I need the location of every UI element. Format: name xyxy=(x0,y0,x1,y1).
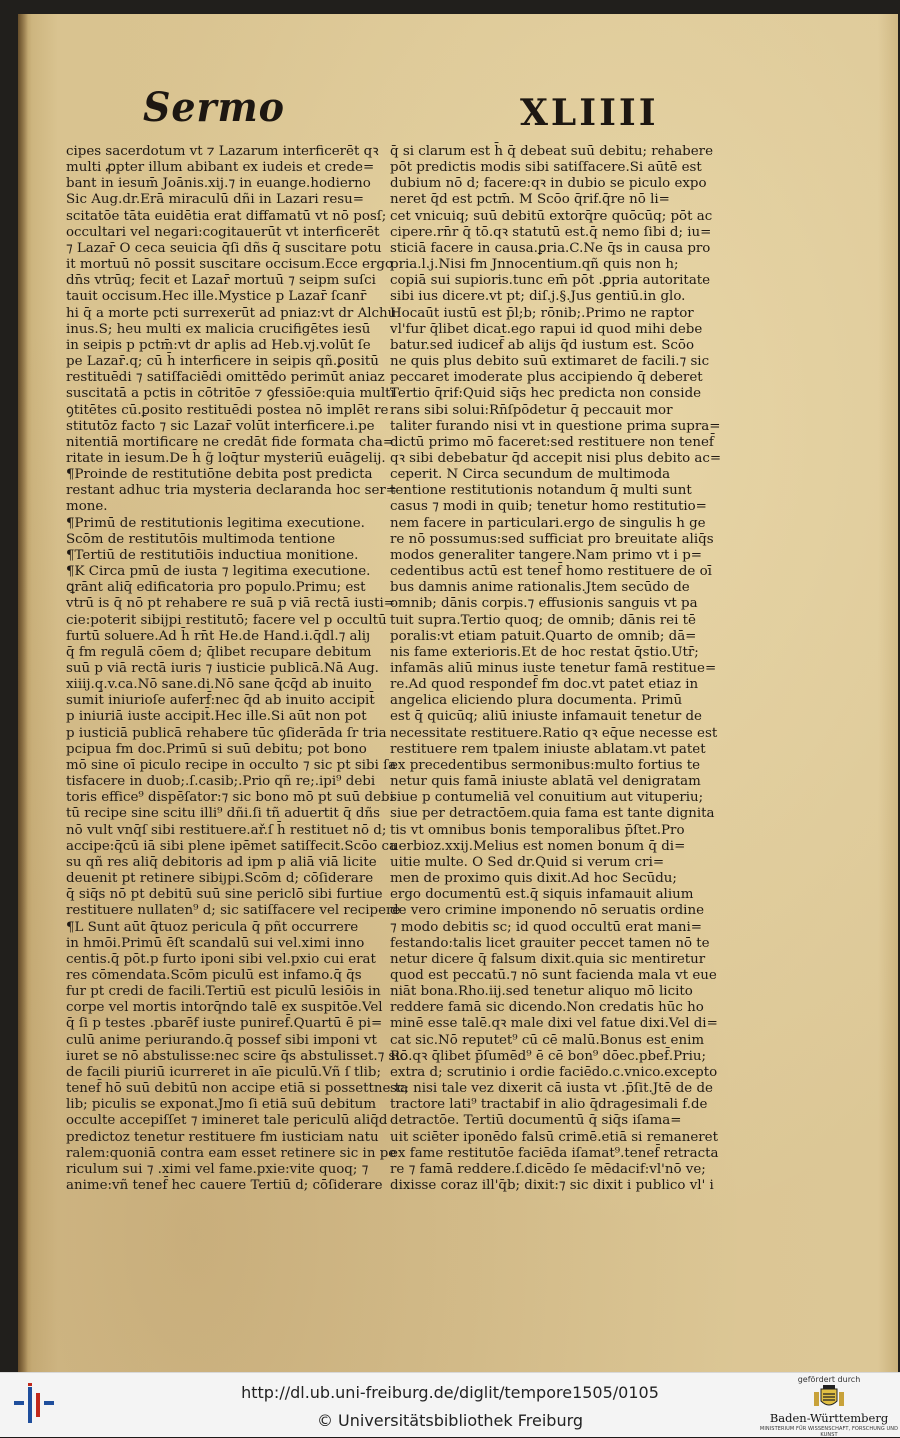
text-line: angelica eliciendo plura documenta. Primū xyxy=(390,693,683,709)
text-line: ¶Proinde de restitutiōne debita post predicta xyxy=(66,467,373,483)
text-line: ⁊ modo debitis sc; id quod occultū erat mani= xyxy=(390,919,703,935)
text-line: res cōmendata.Scōm piculū est infamo.q̄ q̄s xyxy=(66,967,362,983)
text-line: quod est peccatū.⁊ nō sunt facienda mala vt eue xyxy=(390,967,717,983)
text-line: tū recipe sine scitu illi⁹ dñi.ſi tñ aduertit q̄ dñs xyxy=(66,806,380,822)
text-line: peccaret imoderate plus accipiendo q̄ deberet xyxy=(390,370,703,386)
text-line: Sic Aug.dr.Erā miraculū dñi in Lazari resu= xyxy=(66,192,364,208)
text-line: cet vnicuiq; suū debitū extorq̄re quōcūq; pōt ac xyxy=(390,208,713,224)
text-line: riculum sui ⁊ .ximi vel fame.pxie:vite quoq; ⁊ xyxy=(66,1161,369,1177)
text-line: batur.sed iudicef̄ ab alijs q̄d iustum est. Scōo xyxy=(390,337,695,353)
text-line: ne quis plus debito suū extimaret de facili.⁊ sic xyxy=(390,354,710,370)
text-line: tuit supra.Tertio quoq; de omnib; dānis rei tē xyxy=(390,612,696,628)
text-line: ¶Primū de restitutionis legitima executione. xyxy=(66,515,365,531)
text-line: pria.l.j.Nisi fm Jnnocentium.qñ quis non h; xyxy=(390,257,679,273)
text-line: netur quis famā iniuste ablatā vel denigratam xyxy=(390,774,701,790)
sponsor-caption: gefördert durch xyxy=(797,1375,861,1384)
text-line: sibi ius dicere.vt pt; diſ.j.§.Jus gentiū.in glo. xyxy=(390,289,686,305)
manuscript-page xyxy=(18,14,898,1372)
folio-number: XLIIII xyxy=(520,92,659,134)
text-line: extra d; scrutinio i ordie faciēdo.c.vnico.excepto xyxy=(390,1064,718,1080)
page-gutter-shadow xyxy=(18,14,28,1372)
text-line: stitutōz facto ⁊ sic Lazar̄ volūt interficere.i.pe xyxy=(66,418,375,434)
text-line: toris effice⁹ dispēſator:⁊ sic bono mō pt suū debi xyxy=(66,790,394,806)
text-line: poralis:vt etiam patuit.Quarto de omnib; dā= xyxy=(390,628,697,644)
text-line: ex precedentibus sermonibus:multo fortius te xyxy=(390,757,701,773)
text-line: festando:talis licet grauiter peccet tamen nō te xyxy=(390,935,710,951)
text-line: tentione restitutionis notandum q̄ multi sunt xyxy=(390,483,692,499)
coat-of-arms-icon xyxy=(811,1385,847,1411)
text-line: siue per detractōem.quia fama est tante dignita xyxy=(390,806,715,822)
text-line: tenef̄ hō suū debitū non accipe etiā si possettne ta xyxy=(66,1081,409,1097)
text-line: pe Lazar̄.q; cū h̄ interficere in seipis qñ.ꝑositū xyxy=(66,354,379,370)
text-line: niāt bona.Rho.iij.sed tenetur aliquo mō licito xyxy=(390,984,693,1000)
text-column-left xyxy=(66,144,409,1193)
text-line: occulte accepiſſet ⁊ imineret tale periculū aliq̄d xyxy=(66,1113,388,1129)
text-line: q̄ ſi p testes .pbarēf iuste puniref̄.Quartū ē pi= xyxy=(66,1016,383,1032)
text-line: mone. xyxy=(66,499,108,515)
text-line: scitatōe tāta euidētia erat diffamatū vt nō posſ; xyxy=(66,208,387,224)
text-line: inus.S; heu multi ex malicia crucifigētes iesū xyxy=(66,321,371,337)
text-line: dn̄s vtrūq; fecit et Lazar̄ mortuū ⁊ seipm suſci xyxy=(66,273,376,289)
text-line: ceperit. N Circa secundum de multimoda xyxy=(390,467,671,483)
text-line: q̄ siq̄s nō pt debitū suū sine periclō sibi furtiue xyxy=(66,887,383,903)
text-line: nitentiā mortificare ne credāt fide formata cha= xyxy=(66,434,395,450)
text-line: minē esse talē.qꝛ male dixi vel fatue dixi.Vel di= xyxy=(390,1016,718,1032)
text-line: ergo documentū est.q̄ siquis infamauit alium xyxy=(390,887,694,903)
text-line: nō vult vnq̄ſ sibi restituere.ař.ſ h̄ restituet nō d; xyxy=(66,822,387,838)
text-line: p iusticiā publicā rehabere tūc ꝯſiderāda ſr tria xyxy=(66,725,387,741)
text-line: p iniuriā iuste accipit̄.Hec ille.Si aūt non pot xyxy=(66,709,367,725)
text-line: sumit̄ iniurioſe auferf̄:nec q̄d ab inuito accipit̄ xyxy=(66,693,375,709)
text-line: netur dicere q̄ falsum dixit.quia sic mentiretur xyxy=(390,951,706,967)
text-line: vl'fur q̄libet dicat.ego rapui id quod mihi debe xyxy=(390,321,703,337)
text-line: cipere.rn̄r q̄ tō.qꝛ statutū est.q̄ nemo ſibi d; iu= xyxy=(390,224,712,240)
text-line: bus damnis anime rationalis.Jtem secūdo de xyxy=(390,580,690,596)
text-line: pōt predictis modis sibi satiſfacere.Si aūtē est xyxy=(390,160,702,176)
text-line: Tertio q̄rif:Quid siq̄s hec predicta non conside xyxy=(390,386,702,402)
text-line: men de proximo quis dixit.Ad hoc Secūdu; xyxy=(390,871,677,887)
text-line: furtū soluere.Ad h̄ rn̄t He.de Hand.i.q̄dl.⁊ aliȷ xyxy=(66,628,371,644)
permalink-url[interactable]: http://dl.ub.uni-freiburg.de/diglit/tempore1505/0105 xyxy=(241,1383,659,1402)
text-line: su qñ res aliq̄ debitoris ad ipm p aliā viā licite xyxy=(66,854,377,870)
text-line: restituēdi ⁊ satiſfaciēdi omittēdo perimūt aniaz xyxy=(66,370,385,386)
text-line: qꝛ sibi debebatur q̄d accepit nisi plus debito ac= xyxy=(390,450,722,466)
text-line: reddere famā sic dicendo.Non credatis hūc ho xyxy=(390,1000,704,1016)
sponsor-name: Baden-Württemberg xyxy=(769,1411,889,1425)
text-line: uit sciēter iponēdo falsū crimē.etiā si remaneret xyxy=(390,1129,718,1145)
text-line: sticiā facere in causa.ꝑria.C.Ne q̄s in causa pro xyxy=(390,240,711,256)
text-line: cie:poterit sibijpi restitutō; facere vel p occultū xyxy=(66,612,387,628)
text-line: vtrū is q̄ nō pt rehabere re suā p viā rectā iusti= xyxy=(66,596,395,612)
text-line: culū anime periurando.q̄ possef sibi imponi vt xyxy=(66,1032,377,1048)
text-line: copiā sui supioris.tunc em̄ pōt .ꝑpria autoritate xyxy=(390,273,711,289)
text-line: dixisse coraz ill'q̄b; dixit:⁊ sic dixit i publico vl' i xyxy=(390,1178,714,1193)
text-line: centis.q̄ pōt.p furto iponi sibi vel.pxio cui erat xyxy=(66,951,376,967)
text-line: modos generaliter tangere.Nam primo vt i p= xyxy=(390,547,703,563)
text-line: ꝯtitētes cū.ꝑosito restituēdi postea nō implēt re xyxy=(66,402,389,418)
text-line: corpe vel mortis intorq̄ndo talē ex suspitōe.Vel xyxy=(66,1000,383,1016)
text-line: rans sibi solui:Rn̄ſpōdetur q̄ peccauit mor xyxy=(390,402,673,418)
text-line: necessitate restituere.Ratio qꝛ eq̄ue necesse est xyxy=(390,725,718,741)
text-line: tauit occisum.Hec ille.Mystice p Lazar̄ ſcanr̄ xyxy=(66,289,367,305)
text-line: infamās aliū minus iuste tenetur famā restitue= xyxy=(390,661,717,676)
text-line: re nō possumus:sed sufficiat pro breuitate aliq̄s xyxy=(390,531,714,547)
text-line: ex fame restitutōe faciēda iſamat⁹.tenef̄ retracta xyxy=(390,1145,719,1161)
text-line: nis fame exterioris.Et de hoc restat q̄stio.Utr̄; xyxy=(390,644,699,660)
text-line: de facili piuriū icurreret in aīe piculū.Vñ ſ tlib; xyxy=(66,1064,381,1080)
text-line: xiiij.q.v.ca.Nō sane.di.Nō sane q̄cq̄d ab inuito xyxy=(66,677,372,693)
text-line: cat sic.Nō reputet⁹ cū cē malū.Bonus est enim xyxy=(390,1032,705,1048)
text-line: anime:vñ tenef̄ hec cauere Tertiū d; cōſiderare xyxy=(66,1178,383,1193)
text-line: re.Ad quod respondef̄ fm doc.vt patet etiaz in xyxy=(390,677,699,693)
text-line: iuret se nō abstulisse:nec scire q̄s abstulisset.⁊ sic xyxy=(66,1048,408,1064)
text-line: sc; nisi tale vez dixerit cā iusta vt .p̄ſit.Jtē de de xyxy=(390,1081,713,1097)
text-line: uerbioz.xxij.Melius est nomen bonum q̄ di= xyxy=(390,838,686,854)
running-head-sermo: Sermo xyxy=(143,84,285,131)
text-line: restant adhuc tria mysteria declaranda hoc ser= xyxy=(66,483,397,499)
text-line: dictū primo mō faceret:sed restituere non tenef̄ xyxy=(390,434,714,450)
text-line: tractore lati⁹ tractabif in alio q̄dragesimali f.de xyxy=(390,1097,708,1113)
text-line: ralem:quoniā contra eam esset retinere sic in pe xyxy=(66,1145,397,1161)
text-line: q̄ fm regulā cōem d; q̄libet recupare debitum xyxy=(66,644,372,660)
text-line: in hmōi.Primū ēſt scandalū sui vel.ximi inno xyxy=(66,935,365,951)
text-line: tisfacere in duob;.ſ.casib;.Prio qñ re;.ipi⁹ debi xyxy=(66,774,376,790)
text-line: est q̄ quicūq; aliū iniuste infamauit tenetur de xyxy=(390,709,702,725)
text-line: predictoz tenetur restituere fm iusticiam natu xyxy=(66,1129,379,1145)
text-line: nem facere in particulari.ergo de singulis h ge xyxy=(390,515,706,531)
text-line: it mortuū nō possit suscitare occisum.Ecce ergo xyxy=(66,257,394,273)
text-line: suū p viā rectā iuris ⁊ iusticie publicā.Nā Aug. xyxy=(66,661,379,676)
text-line: in seipis p pctm̄:vt dr aplis ad Heb.vj.volūt ſe xyxy=(66,337,371,353)
text-line: suscitatā a pctis in cōtritōe ⁊ ꝯfessiōe:quia multi xyxy=(66,386,395,402)
text-line: ¶Tertiū de restitutiōis inductiua monitione. xyxy=(66,547,359,563)
text-line: deuenit pt retinere sibiȷpi.Scōm d; cōſiderare xyxy=(66,871,374,887)
text-line: neret q̄d est pctm̄. M Scōo q̄rif.q̄re nō li= xyxy=(390,192,670,208)
text-line: lib; piculis se exponat.Jmo ſi etiā suū debitum xyxy=(66,1097,377,1113)
text-line: Rō.qꝛ q̄libet p̄ſumēd⁹ ē cē bon⁹ dōec.pbef̄.Priu; xyxy=(390,1048,706,1064)
text-line: ꝗrānt aliq̄ edificatoria pro populo.Primu; est xyxy=(66,580,366,596)
text-line: cipes sacerdotum vt ⁊ Lazarum interficerēt qꝛ xyxy=(66,144,379,159)
text-line: Hocaūt iustū est p̄l;b; rōnib;.Primo ne raptor xyxy=(390,305,694,321)
text-line: casus ⁊ modi in quib; tenetur homo restitutio= xyxy=(390,499,707,515)
viewer-footer xyxy=(0,1372,900,1437)
text-line: multi ꝓpter illum abibant ex iudeis et crede= xyxy=(66,160,375,176)
text-line: re ⁊ famā reddere.ſ.dicēdo ſe mēdacif:vl'nō ve; xyxy=(390,1161,706,1177)
text-line: siue p contumeliā vel conuitium aut vituperiu; xyxy=(390,790,704,806)
text-line: uitie multe. O Sed dr.Quid si verum cri= xyxy=(390,854,665,870)
text-line: dubium nō d; facere:qꝛ in dubio se piculo expo xyxy=(390,176,707,192)
text-line: de vero crimine imponendo nō seruatis ordine xyxy=(390,903,705,919)
text-line: mō sine oī piculo recipe in occulto ⁊ sic pt sibi ſa xyxy=(66,757,397,773)
text-line: tis vt omnibus bonis temporalibus p̄ſtet.Pro xyxy=(390,822,685,838)
text-line: ritate in iesum.De h̄ g̃ loq̄tur mysteriū euāgelij. xyxy=(66,450,386,466)
sponsor-logo xyxy=(758,1375,900,1437)
text-line: restituere rem tpalem iniuste ablatam.vt patet xyxy=(390,741,706,757)
text-line: ¶L Sunt aūt q̄tuoz pericula q̄ pñt occurrere xyxy=(66,919,359,935)
text-line: occultari vel negari:cogitauerūt vt interficerēt xyxy=(66,224,380,240)
text-line: ⁊ Lazar̄ O ceca seuicia q̄ſi dñs q̄ suscitare potu xyxy=(66,240,382,256)
text-line: omnib; dānis corpis.⁊ effusionis sanguis vt pa xyxy=(390,596,698,612)
text-line: Scōm de restitutōis multimoda tentione xyxy=(66,531,336,547)
text-line: accipe:q̄cū iā sibi plene ipēmet satiſfecit.Scōo ca xyxy=(66,838,397,854)
text-line: restituere nullaten⁹ d; sic satiſfacere vel recipere xyxy=(66,903,401,919)
sponsor-ministry: MINISTERIUM FÜR WISSENSCHAFT, FORSCHUNG UND KUNST xyxy=(759,1426,899,1438)
text-line: pcipua fm doc.Primū si suū debitu; pot bono xyxy=(66,741,367,757)
text-line: cedentibus actū est tenef̄ homo restituere de oī xyxy=(390,564,712,580)
text-line: detractōe. Tertiū documentū q̄ siq̄s iſama= xyxy=(390,1113,682,1129)
text-column-right xyxy=(390,144,722,1193)
text-line: bant in iesum̄ Joānis.xij.⁊ in euange.hodierno xyxy=(66,176,371,192)
copyright-notice: © Universitätsbibliothek Freiburg xyxy=(316,1411,584,1430)
text-line: hi q̄ a morte pcti surrexerūt ad pniaz:vt dr Alchu xyxy=(66,305,397,321)
text-line: q̄ si clarum est h̄ q̄ debeat suū debitu; rehabere xyxy=(390,144,713,159)
text-line: taliter furando nisi vt in questione prima supra= xyxy=(390,418,721,434)
text-line: ¶K Circa pmū de iusta ⁊ legitima executione. xyxy=(66,564,371,580)
text-line: fur pt credi de facili.Tertiū est piculū lesiōis in xyxy=(66,984,381,1000)
